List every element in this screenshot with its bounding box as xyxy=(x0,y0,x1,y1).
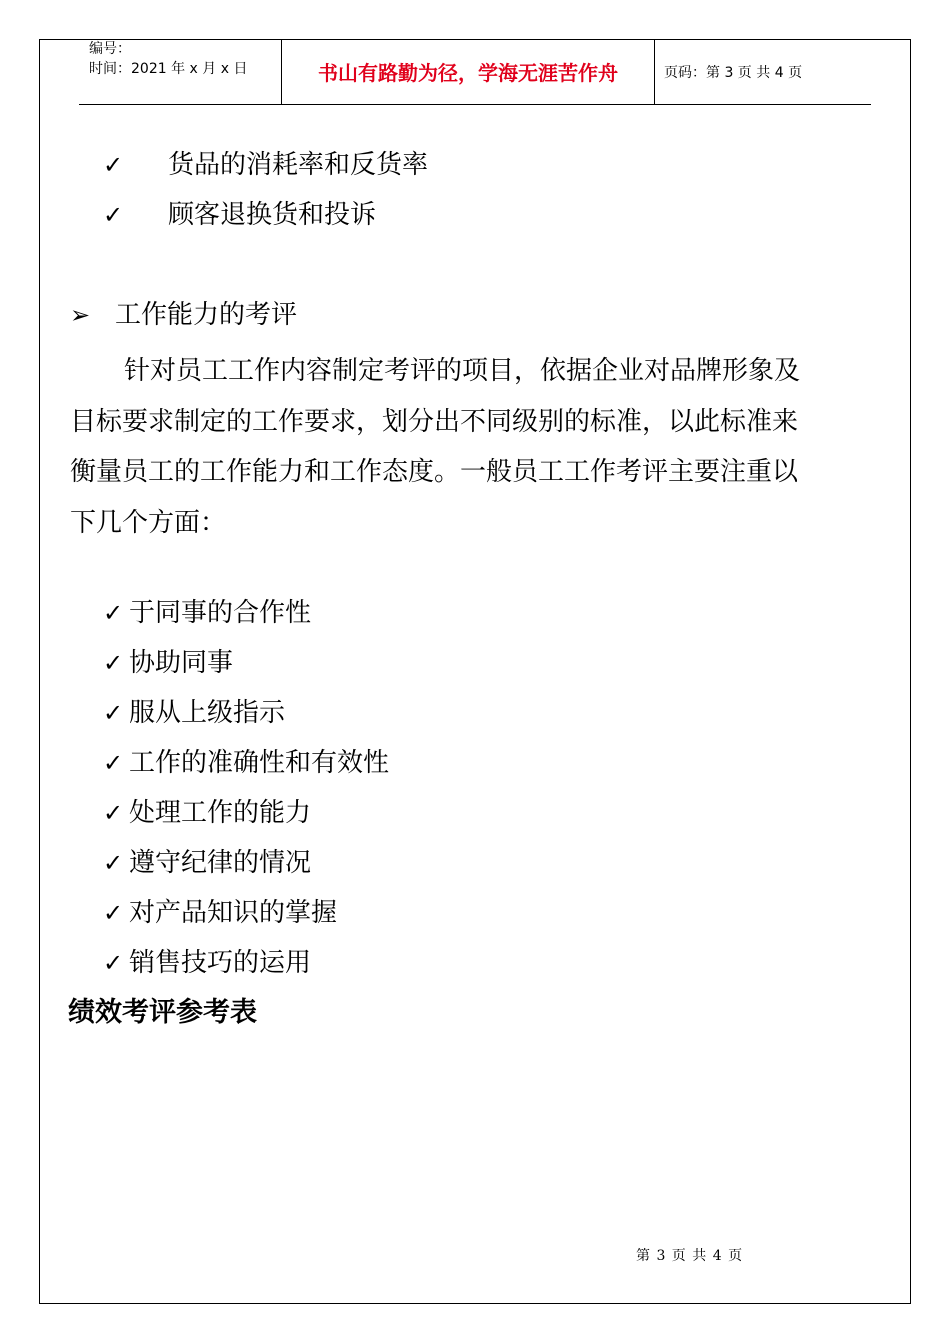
list-item: 顾客退换货和投诉 xyxy=(168,200,377,230)
list-item: 对产品知识的掌握 xyxy=(129,898,338,928)
header-bottom-rule xyxy=(79,104,871,105)
list-item: 服从上级指示 xyxy=(129,698,286,728)
list-item: 处理工作的能力 xyxy=(129,798,312,828)
list-item: 销售技巧的运用 xyxy=(129,948,312,978)
check-icon: ✓ xyxy=(103,749,124,777)
check-icon: ✓ xyxy=(103,849,124,877)
check-icon: ✓ xyxy=(103,599,124,627)
header-page-number: 页码：第 3 页 共 4 页 xyxy=(664,65,803,81)
header-number-label: 编号： xyxy=(89,41,131,57)
paragraph-line: 目标要求制定的工作要求，划分出不同级别的标准，以此标准来 xyxy=(70,406,799,437)
section-paragraph xyxy=(70,346,882,548)
paragraph-line: 衡量员工的工作能力和工作态度。一般员工工作考评主要注重以 xyxy=(70,457,799,487)
table-heading: 绩效考评参考表 xyxy=(68,997,257,1028)
check-icon: ✓ xyxy=(103,699,124,727)
check-icon: ✓ xyxy=(103,151,124,179)
list-item: 于同事的合作性 xyxy=(129,598,312,628)
list-item: 货品的消耗率和反货率 xyxy=(168,150,429,180)
list-item: 工作的准确性和有效性 xyxy=(129,748,390,778)
check-icon: ✓ xyxy=(103,201,124,229)
header-motto: 书山有路勤为径，学海无涯苦作舟 xyxy=(318,61,618,85)
section-title: 工作能力的考评 xyxy=(115,300,298,330)
header-top-rule xyxy=(79,39,871,40)
check-icon: ✓ xyxy=(103,899,124,927)
list-item: 遵守纪律的情况 xyxy=(129,848,312,878)
list-item: 协助同事 xyxy=(129,648,234,678)
paragraph-line: 针对员工工作内容制定考评的项目，依据企业对品牌形象及 xyxy=(124,356,801,386)
check-icon: ✓ xyxy=(103,799,124,827)
check-icon: ✓ xyxy=(103,949,124,977)
header-divider-right xyxy=(654,39,655,105)
check-icon: ✓ xyxy=(103,649,124,677)
arrow-bullet-icon: ➢ xyxy=(70,301,91,329)
header-date: 时间：2021 年 x 月 x 日 xyxy=(89,61,248,77)
page-footer: 第 3 页 共 4 页 xyxy=(636,1248,744,1264)
paragraph-line: 下几个方面： xyxy=(70,507,227,538)
